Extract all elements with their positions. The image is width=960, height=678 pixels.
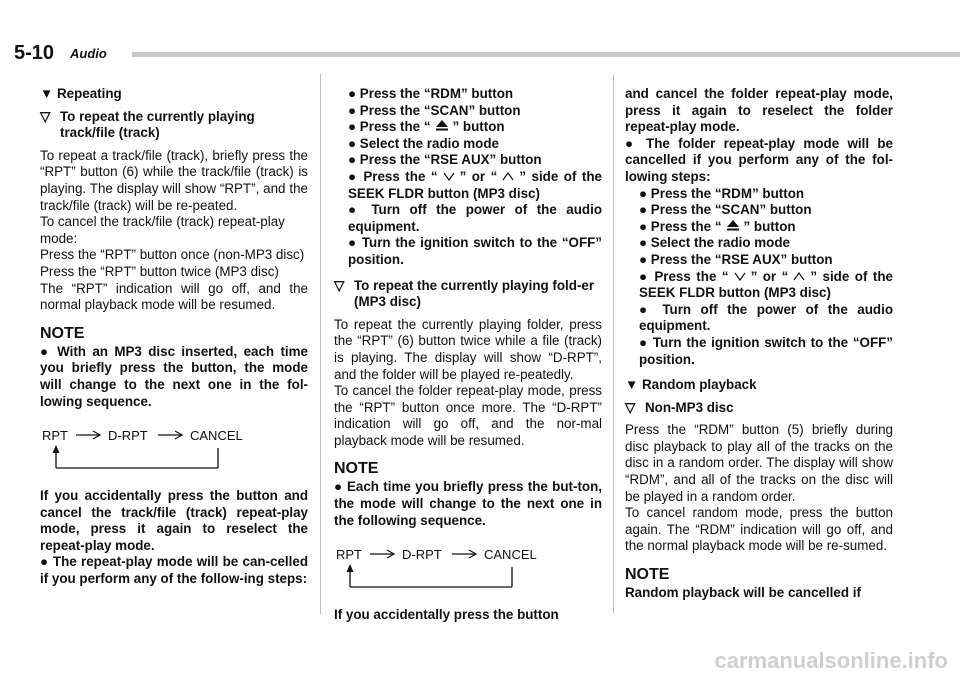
sequence-step: RPT (336, 547, 362, 563)
step-bullet: ● Press the “SCAN” button (639, 202, 812, 218)
subheading-nonmp3 (625, 400, 893, 417)
chevron-down-icon (438, 169, 460, 186)
mode-sequence-diagram (40, 418, 308, 482)
paragraph: To repeat a track/file (track), briefly press the “RPT” button (6) while the track/file (track) is playing. The display will show “RPT”, and the track/file (track) will be re-peated. (40, 147, 308, 213)
text: ” or “ (750, 268, 789, 284)
text: ● Press the “ (348, 168, 438, 184)
page-number: 5-10 (14, 42, 55, 64)
subheading-marker: ▽ (40, 108, 51, 124)
step-bullet: ● Press the “RSE AUX” button (639, 251, 833, 267)
subheading-marker: ▽ (334, 277, 345, 293)
subheading-text: Non-MP3 disc (645, 399, 734, 415)
heading-random: ▼ Random playback (625, 377, 757, 393)
subheading-track (40, 109, 308, 142)
text: ” or “ (459, 168, 498, 184)
column-divider (320, 74, 321, 614)
paragraph: To repeat the currently playing folder, press the “RPT” (6) button twice while a file (track) is playing. The display will show “D-RPT”, and the folder will be played re-peatedly. (334, 316, 602, 382)
note-paragraph: If you accidentally press the button and cancel the track/file (track) repeat-play mode, press it again to reselect the repeat-play mode. (40, 488, 308, 553)
step-bullet: ● Select the radio mode (348, 135, 499, 151)
text: ” side of the SEEK FLDR button (MP3 disc) (639, 268, 893, 301)
step-bullet-eject (334, 119, 602, 136)
paragraph: Press the “RPT” button twice (MP3 disc) (40, 263, 279, 279)
paragraph: Press the “RDM” button (5) briefly during disc playback to play all of the tracks on the disc in a random order. The display will show “RDM”, and all of the tracks on the disc will be played in a random order. (625, 422, 893, 504)
text: ● Press the “ (639, 218, 722, 234)
arrow-right-icon (76, 429, 102, 441)
step-bullet: ● Press the “RDM” button (348, 86, 514, 101)
note-bullet: ● Each time you briefly press the but-ton, the mode will change to the next one in the following sequence. (334, 479, 602, 528)
sequence-step: CANCEL (190, 428, 243, 444)
text: ” button (452, 119, 505, 135)
step-bullet: ● Select the radio mode (639, 235, 790, 251)
note-bullet: ● With an MP3 disc inserted, each time you briefly press the button, the mode will change to the next one in the fol-lowing sequence. (40, 343, 308, 409)
step-bullet-seek (625, 269, 893, 302)
subheading-marker: ▽ (625, 399, 636, 415)
heading-repeating: ▼ Repeating (40, 86, 122, 101)
page-header (14, 40, 960, 66)
column-1 (40, 86, 308, 588)
sequence-loop-arrow (40, 418, 300, 482)
mode-sequence-diagram (334, 537, 602, 601)
step-bullet: ● Turn off the power of the audio equipment. (639, 301, 893, 334)
step-bullet: ● Turn the ignition switch to the “OFF” position. (348, 235, 602, 267)
step-bullet: ● Turn off the power of the audio equipment. (348, 202, 602, 234)
eject-icon (431, 119, 453, 136)
step-bullet: ● Press the “SCAN” button (348, 102, 521, 118)
step-bullet: ● Press the “RDM” button (639, 185, 805, 201)
watermark: carmanualsonline.info (714, 648, 948, 673)
chevron-up-icon (788, 269, 810, 286)
column-divider (613, 74, 614, 614)
chevron-up-icon (497, 169, 519, 186)
column-2 (334, 86, 602, 624)
step-bullet: ● Press the “RSE AUX” button (348, 152, 542, 168)
sequence-step: D-RPT (108, 428, 148, 444)
text: ” side of the SEEK FLDR button (MP3 disc) (348, 168, 602, 201)
subheading-text: To repeat the currently playing fold-er (MP3 disc) (354, 277, 595, 310)
sequence-step: RPT (42, 428, 68, 444)
paragraph: The “RPT” indication will go off, and the normal playback mode will be resumed. (40, 280, 308, 313)
subheading-folder (334, 278, 602, 311)
note-bullet: ● The folder repeat-play mode will be cancelled if you perform any of the fol-lowing steps: (625, 135, 893, 184)
section-title: Audio (70, 46, 107, 61)
paragraph: To cancel the folder repeat-play mode, press the “RPT” button once more. The “D-RPT” indication will go off, and the nor-mal playback mode will be resumed. (334, 383, 602, 448)
subheading-text: To repeat the currently playing track/file (track) (60, 108, 255, 141)
eject-icon (722, 219, 744, 236)
arrow-right-icon (158, 429, 184, 441)
paragraph: To cancel random mode, press the button again. The “RDM” indication will go off, and the normal playback mode will be re-sumed. (625, 505, 893, 554)
chevron-down-icon (729, 269, 751, 286)
sequence-step: D-RPT (402, 547, 442, 563)
note-bullet: ● The repeat-play mode will be can-celled if you perform any of the follow-ing steps: (40, 554, 308, 587)
column-3 (625, 86, 893, 602)
note-heading: NOTE (625, 566, 670, 584)
text: ● Press the “ (639, 268, 729, 284)
step-bullet: ● Turn the ignition switch to the “OFF” position. (639, 334, 893, 367)
paragraph: Press the “RPT” button once (non-MP3 disc) (40, 247, 305, 263)
header-rule (132, 52, 960, 57)
step-bullet-seek (334, 169, 602, 202)
paragraph: To cancel the track/file (track) repeat-play mode: (40, 214, 285, 246)
note-paragraph: and cancel the folder repeat-play mode, press it again to reselect the folder repeat-play mode. (625, 86, 893, 135)
note-paragraph: Random playback will be cancelled if (625, 585, 861, 601)
note-paragraph: If you accidentally press the button (334, 607, 559, 623)
sequence-step: CANCEL (484, 547, 537, 563)
arrow-right-icon (370, 548, 396, 560)
note-heading: NOTE (40, 324, 85, 342)
text: ● Press the “ (348, 119, 431, 135)
text: ” button (743, 218, 796, 234)
note-heading: NOTE (334, 460, 379, 478)
sequence-loop-arrow (334, 537, 594, 601)
arrow-right-icon (452, 548, 478, 560)
step-bullet-eject (625, 219, 893, 236)
